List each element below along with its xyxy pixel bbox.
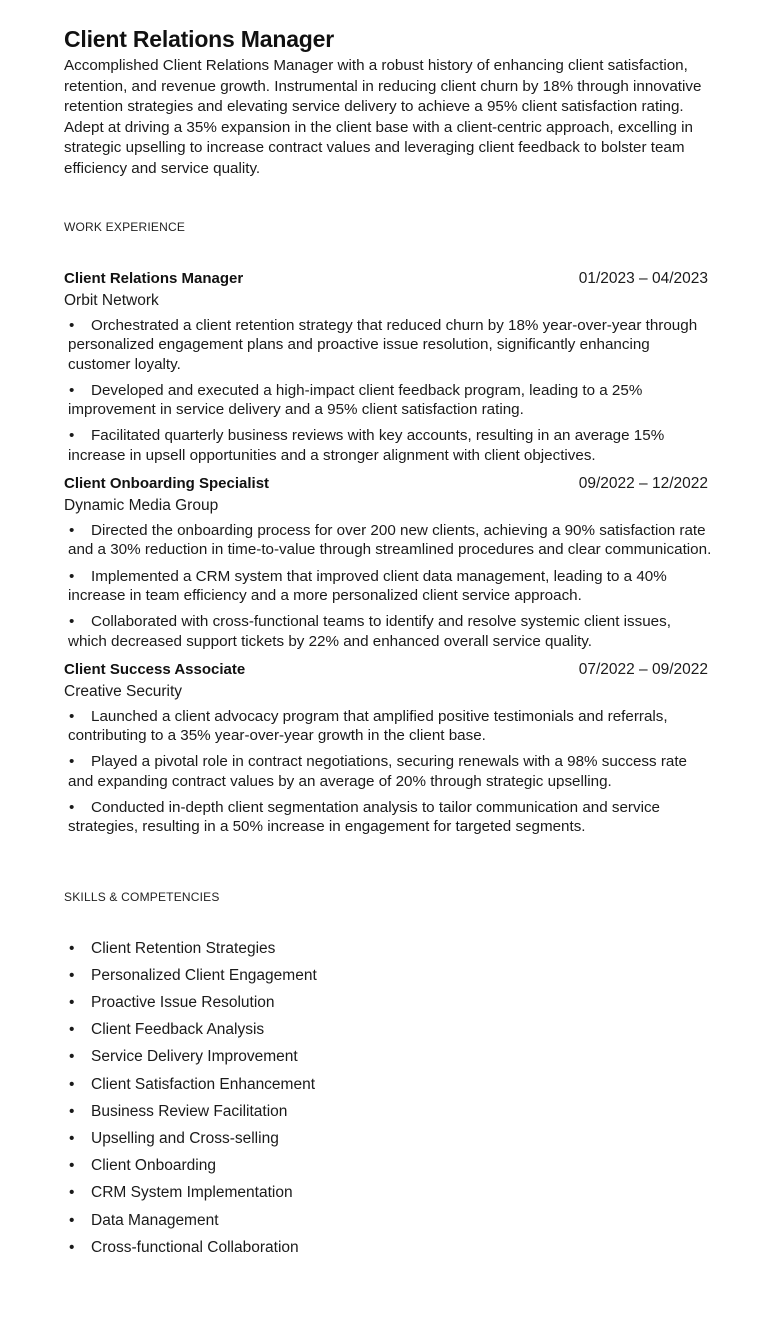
- skill-text: Upselling and Cross-selling: [91, 1129, 279, 1147]
- bullet-text: Launched a client advocacy program that amplified positive testimonials and referrals, contributing to a 35% year-over-year growth in the client base.: [68, 707, 668, 745]
- bullet-text: Orchestrated a client retention strategy that reduced churn by 18% year-over-year through personalized engagement plans and proactive issue resolution, significantly enhancing customer loyalty.: [68, 317, 698, 373]
- skill-text: Client Satisfaction Enhancement: [91, 1075, 316, 1093]
- bullet-text: Conducted in-depth client segmentation analysis to tailor communication and service strategies, resulting in a 50% increase in engagement for targeted segments.: [68, 799, 660, 836]
- skill-text: Client Retention Strategies: [91, 939, 276, 957]
- list-item: [68, 1211, 712, 1238]
- list-item: [68, 798, 712, 837]
- list-item: [68, 1129, 712, 1156]
- bullet-text: Collaborated with cross-functional teams to identify and resolve systemic client issues, which decreased support tickets by 22% and enhanced overall service quality.: [68, 613, 671, 650]
- bullet-icon: •: [69, 753, 75, 771]
- bullet-text: Directed the onboarding process for over 200 new clients, achieving a 90% satisfaction rate and a 30% reduction in time-to-value through streamlined procedures and clear communication.: [68, 522, 712, 559]
- list-item: [68, 939, 712, 966]
- skill-text: Data Management: [91, 1211, 219, 1229]
- job-bullets: [64, 521, 712, 651]
- job-header: [64, 269, 712, 291]
- summary-paragraph: Accomplished Client Relations Manager with a robust history of enhancing client satisfaction, retention, and revenue growth. Instrumental in reducing client churn by 18% through innovative retention strategies and elevating service delivery to achieve a 95% client satisfaction rating. Adept at driving a 35% expansion in the client base with a client-centric approach, excelling in strategic upselling to increase contract values and leveraging client feedback to bolster team efficiency and service quality.: [64, 57, 702, 177]
- job-title: Client Onboarding Specialist: [64, 475, 270, 493]
- list-item: [68, 1156, 712, 1183]
- job-header: [64, 474, 712, 496]
- skill-text: CRM System Implementation: [91, 1184, 293, 1202]
- list-item: [68, 752, 712, 791]
- job-entry: [64, 474, 712, 651]
- skill-text: Cross-functional Collaboration: [91, 1238, 299, 1256]
- list-item: [68, 1238, 712, 1265]
- job-bullets: [64, 316, 712, 465]
- list-item: [68, 521, 712, 560]
- list-item: [68, 1047, 712, 1074]
- bullet-icon: •: [69, 707, 75, 725]
- job-dates: 01/2023 – 04/2023: [578, 270, 708, 287]
- skills-heading: SKILLS & COMPETENCIES: [64, 889, 220, 904]
- list-item: [68, 707, 712, 746]
- jobs-list: [64, 269, 712, 837]
- job-entry: [64, 269, 712, 465]
- bullet-icon: •: [69, 994, 75, 1012]
- bullet-icon: •: [69, 799, 75, 817]
- skill-text: Service Delivery Improvement: [91, 1048, 298, 1066]
- bullet-icon: •: [69, 522, 75, 540]
- bullet-icon: •: [69, 1129, 75, 1147]
- bullet-icon: •: [69, 381, 75, 399]
- skill-text: Client Onboarding: [91, 1157, 216, 1175]
- list-item: [68, 993, 712, 1020]
- bullet-text: Facilitated quarterly business reviews with key accounts, resulting in an average 15% increase in upsell opportunities and a stronger alignment with client objectives.: [68, 427, 665, 464]
- company-name: Creative Security: [64, 682, 183, 700]
- bullet-icon: •: [69, 966, 75, 984]
- list-item: [68, 966, 712, 993]
- skill-text: Personalized Client Engagement: [91, 966, 317, 984]
- bullet-icon: •: [69, 1021, 75, 1039]
- bullet-icon: •: [69, 1075, 75, 1093]
- bullet-icon: •: [69, 1102, 75, 1120]
- page-title: Client Relations Manager: [64, 26, 334, 52]
- job-bullets: [64, 707, 712, 837]
- skill-text: Client Feedback Analysis: [91, 1021, 265, 1039]
- bullet-icon: •: [69, 1184, 75, 1202]
- job-header: [64, 660, 712, 682]
- bullet-text: Implemented a CRM system that improved client data management, leading to a 40% increase in team efficiency and a more personalized client service approach.: [68, 567, 667, 604]
- resume-page: [64, 24, 712, 1265]
- list-item: [68, 612, 712, 651]
- list-item: [68, 316, 712, 374]
- skills-list: [64, 939, 712, 1265]
- bullet-icon: •: [69, 317, 75, 334]
- list-item: [68, 1102, 712, 1129]
- company-name: Dynamic Media Group: [64, 497, 219, 515]
- company-name: Orbit Network: [64, 292, 159, 309]
- bullet-icon: •: [69, 1157, 75, 1175]
- list-item: [68, 426, 712, 465]
- bullet-icon: •: [69, 567, 75, 585]
- bullet-icon: •: [69, 1238, 75, 1256]
- bullet-icon: •: [69, 613, 75, 631]
- bullet-icon: •: [69, 427, 75, 445]
- work-experience-heading: WORK EXPERIENCE: [64, 220, 186, 234]
- list-item: [68, 1075, 712, 1102]
- job-dates: 09/2022 – 12/2022: [578, 475, 708, 493]
- bullet-text: Played a pivotal role in contract negotiations, securing renewals with a 98% success rate and expanding contract values by an average of 20% through strategic upselling.: [68, 753, 688, 790]
- list-item: [68, 1020, 712, 1047]
- bullet-icon: •: [69, 1211, 75, 1229]
- job-title: Client Relations Manager: [64, 270, 244, 287]
- bullet-icon: •: [69, 1048, 75, 1066]
- bullet-icon: •: [69, 939, 75, 957]
- job-entry: [64, 660, 712, 837]
- job-title: Client Success Associate: [64, 660, 246, 678]
- skill-text: Business Review Facilitation: [91, 1102, 288, 1120]
- list-item: [68, 1183, 712, 1210]
- skill-text: Proactive Issue Resolution: [91, 994, 275, 1012]
- job-dates: 07/2022 – 09/2022: [578, 660, 708, 678]
- list-item: [68, 567, 712, 606]
- list-item: [68, 381, 712, 420]
- bullet-text: Developed and executed a high-impact client feedback program, leading to a 25% improvement in service delivery and a 95% client satisfaction rating.: [68, 381, 643, 419]
